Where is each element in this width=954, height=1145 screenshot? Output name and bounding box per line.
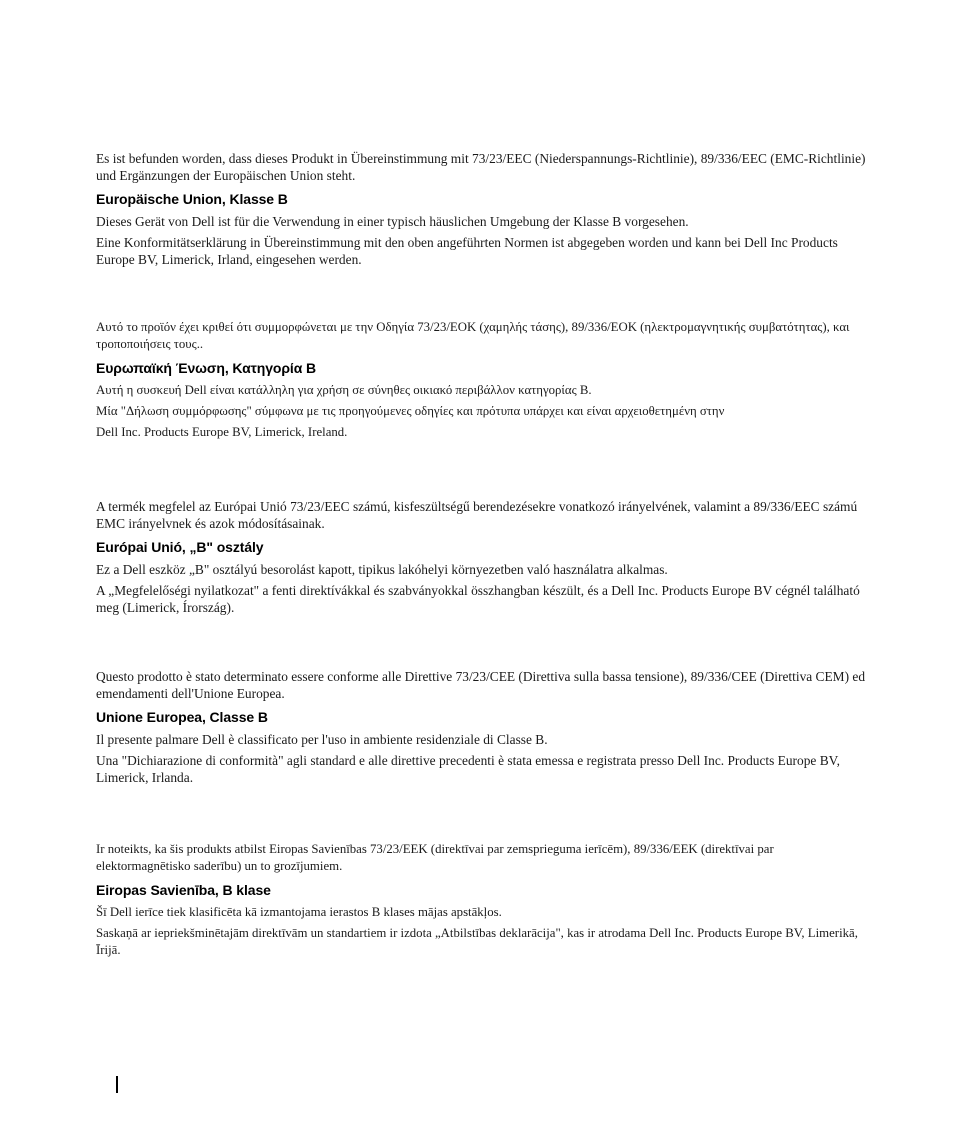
section-heading: Európai Unió, „B" osztály bbox=[96, 539, 264, 555]
section-paragraph: Dieses Gerät von Dell ist für die Verwendung in einer typisch häuslichen Umgebung der Klasse B vorgesehen. bbox=[96, 214, 689, 229]
section-intro: A termék megfelel az Európai Unió 73/23/EEC számú, kisfeszültségű berendezésekre vonatkozó irányelvének, valamint a 89/336/EEC számú EMC irányelvnek és azok módosításainak. bbox=[96, 499, 858, 531]
section-paragraph: Una "Dichiarazione di conformità" agli standard e alle direttive precedenti è stata emessa e registrata presso Dell Inc. Products Europe BV, Limerick, Irlanda. bbox=[96, 753, 840, 785]
section-paragraph: Eine Konformitätserklärung in Übereinstimmung mit den oben angeführten Normen ist abgegeben worden und kann bei Dell Inc Products Europe BV, Limerick, Irland, eingesehen werden. bbox=[96, 235, 838, 267]
section-german bbox=[96, 150, 866, 268]
page-margin-bar bbox=[116, 1076, 118, 1093]
section-heading: Eiropas Savienība, B klase bbox=[96, 882, 271, 898]
section-heading: Unione Europea, Classe B bbox=[96, 709, 268, 725]
section-greek bbox=[96, 319, 866, 441]
section-paragraph: Saskaņā ar iepriekšminētajām direktīvām un standartiem ir izdota „Atbilstības deklarācija", kas ir atrodama Dell Inc. Products Europe BV, Limerikā, Īrijā. bbox=[96, 926, 858, 957]
section-heading: Ευρωπαϊκή Ένωση, Κατηγορία Β bbox=[96, 360, 317, 376]
section-intro: Es ist befunden worden, dass dieses Produkt in Übereinstimmung mit 73/23/EEC (Niederspannungs-Richtlinie), 89/336/EEC (EMC-Richtlinie) und Ergänzungen der Europäischen Union steht. bbox=[96, 151, 866, 183]
section-intro: Ir noteikts, ka šis produkts atbilst Eiropas Savienības 73/23/EEK (direktīvai par zemsprieguma ierīcēm), 89/336/EEK (direktīvai par elektormagnētisko saderību) un to grozījumiem. bbox=[96, 842, 774, 873]
section-heading: Europäische Union, Klasse B bbox=[96, 191, 288, 207]
section-intro: Questo prodotto è stato determinato essere conforme alle Direttive 73/23/CEE (Direttiva sulla bassa tensione), 89/336/CEE (Direttiva CEM) ed emendamenti dell'Unione Europea. bbox=[96, 669, 866, 701]
section-paragraph: Αυτή η συσκευή Dell είναι κατάλληλη για χρήση σε σύνηθες οικιακό περιβάλλον κατηγορίας B. bbox=[96, 383, 592, 397]
section-latvian bbox=[96, 841, 866, 959]
section-intro: Αυτό το προϊόν έχει κριθεί ότι συμμορφώνεται με την Οδηγία 73/23/ΕΟΚ (χαμηλής τάσης), 89/336/ΕΟΚ (ηλεκτρομαγνητικής συμβατότητας), και τροποποιήσεις τους.. bbox=[96, 320, 850, 351]
section-paragraph: Il presente palmare Dell è classificato per l'uso in ambiente residenziale di Classe B. bbox=[96, 732, 548, 747]
section-hungarian bbox=[96, 498, 866, 616]
section-paragraph: Dell Inc. Products Europe BV, Limerick, Ireland. bbox=[96, 425, 348, 439]
section-paragraph: A „Megfelelőségi nyilatkozat" a fenti direktívákkal és szabványokkal összhangban készült, és a Dell Inc. Products Europe BV cégnél található meg (Limerick, Írország). bbox=[96, 583, 860, 615]
section-paragraph: Ez a Dell eszköz „B" osztályú besorolást kapott, tipikus lakóhelyi környezetben való használatra alkalmas. bbox=[96, 562, 668, 577]
section-italian bbox=[96, 668, 866, 786]
section-paragraph: Μία "Δήλωση συμμόρφωσης" σύμφωνα με τις προηγούμενες οδηγίες και πρότυπα υπάρχει και είναι αρχειοθετημένη στην bbox=[96, 404, 725, 418]
section-paragraph: Šī Dell ierīce tiek klasificēta kā izmantojama ierastos B klases mājas apstākļos. bbox=[96, 905, 502, 919]
